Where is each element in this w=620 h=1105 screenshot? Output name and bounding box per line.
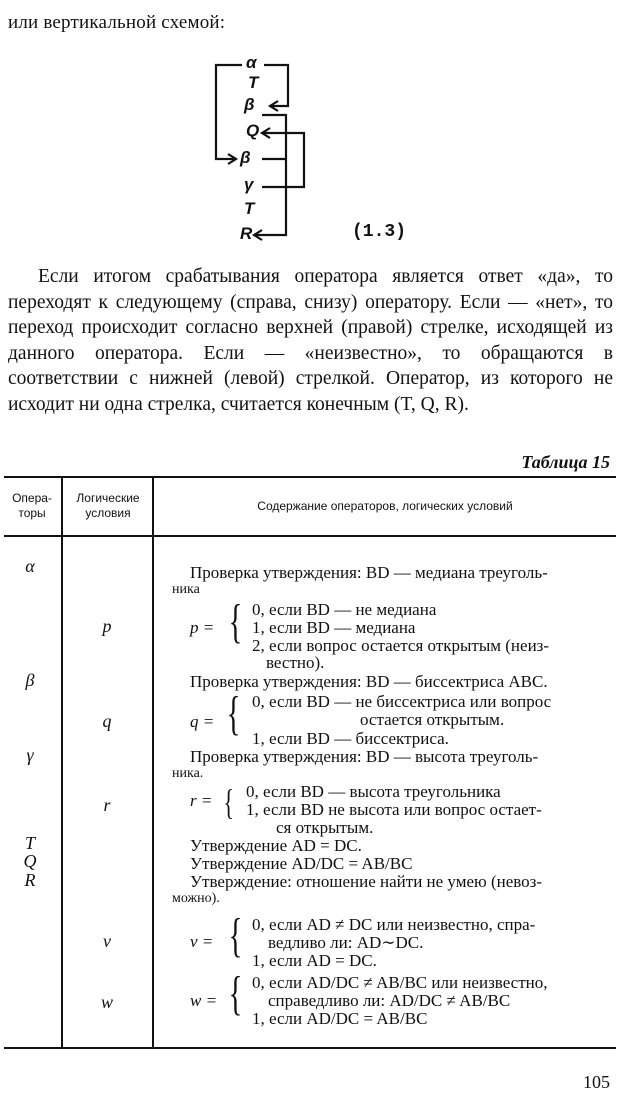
content-line: 2, если вопрос остается открытым (неиз-: [252, 636, 550, 655]
content-line: q =: [190, 712, 215, 731]
scheme-label-gamma: γ: [244, 175, 254, 194]
content-line: w =: [190, 991, 218, 1010]
content-line: Проверка утверждения: BD — медиана треуголь-: [190, 563, 548, 582]
content-line: 0, если BD — не медиана: [252, 600, 437, 619]
content-line: ведливо ли: AD∼DC.: [268, 933, 424, 952]
condition-w: w: [100, 992, 113, 1012]
scheme-label-t: T: [244, 199, 255, 218]
content-line: ся открытым.: [276, 818, 374, 837]
content-line: Утверждение AD/DC = AB/BC: [190, 854, 413, 873]
scheme-label-alpha: α: [246, 53, 257, 72]
scheme-label-beta: β: [240, 148, 251, 167]
header-operators: [4, 491, 60, 521]
condition-r: r: [103, 795, 111, 815]
brace-icon: {: [226, 687, 241, 740]
scheme-label-q: Q: [246, 121, 260, 140]
content-line: можно).: [172, 891, 220, 906]
operator-r: R: [24, 870, 36, 890]
page-number: 105: [583, 1072, 610, 1092]
header-conditions: [63, 491, 153, 521]
scheme-label-t: T: [248, 73, 259, 92]
scheme-label-beta: β: [244, 95, 255, 114]
content-line: Утверждение AD = DC.: [190, 836, 362, 855]
content-line: 1, если AD/DC = AB/BC: [252, 1009, 428, 1028]
intro-text: или вертикальной схемой:: [8, 12, 226, 33]
brace-icon: {: [223, 782, 234, 822]
content-line: 0, если AD/DC ≠ AB/BC или неизвестно,: [252, 973, 548, 992]
condition-q: q: [102, 711, 112, 731]
content-line: 1, если BD не высота или вопрос остает-: [246, 800, 542, 819]
table-top-rule: [4, 476, 616, 478]
content-line: Проверка утверждения: BD — высота треуголь-: [190, 747, 539, 766]
content-line: вестно).: [266, 653, 325, 672]
content-line: Проверка утверждения: BD — биссектриса ABC.: [190, 672, 548, 691]
operator-t: T: [24, 833, 35, 853]
content-line: p =: [190, 618, 215, 637]
content-line: 1, если BD — биссектриса.: [252, 729, 449, 748]
condition-p: p: [102, 616, 112, 636]
content-line: 0, если AD ≠ DC или неизвестно, спра-: [252, 915, 536, 934]
body-paragraph: [8, 264, 613, 417]
table-header-rule: [4, 535, 616, 537]
content-line: ника.: [172, 766, 204, 781]
operator-beta: β: [25, 670, 35, 690]
content-line: остается открытым.: [360, 710, 505, 729]
equation-number: (1.3): [352, 222, 407, 242]
column-divider: [152, 478, 154, 1047]
brace-icon: {: [228, 967, 243, 1020]
header-conditions-line1: Логические: [76, 491, 140, 505]
content-line: r =: [190, 791, 213, 810]
operator-gamma: γ: [26, 745, 34, 765]
paragraph-text: Если итогом срабатывания оператора является ответ «да», то переходят к следующему (справа, снизу) оператору. Если — «нет», то переход происходит согласно верхней (правой) стрелке, исходящей из данного оператора. Если — «неизвестно», то обращаются в соответствии с нижней (левой) стрелкой. Оператор, из которого не исходит ни одна стрелка, считается конечным (T, Q, R).: [8, 266, 613, 415]
column-divider: [61, 478, 63, 1047]
header-content: Содержание операторов, логических условий: [257, 499, 513, 513]
content-line: 1, если AD = DC.: [252, 951, 377, 970]
operator-q: Q: [23, 851, 37, 871]
condition-v: v: [103, 931, 111, 951]
content-line: ника: [172, 582, 200, 597]
operator-alpha: α: [25, 556, 35, 576]
table-bottom-rule: [4, 1047, 616, 1049]
table-caption: Таблица 15: [521, 452, 610, 472]
scheme-arrows: [200, 55, 320, 245]
content-line: v =: [190, 932, 214, 951]
flow-scheme-diagram: [200, 55, 320, 245]
content-line: 1, если BD — медиана: [252, 618, 416, 637]
header-operators-line2: торы: [18, 506, 46, 520]
content-line: справедливо ли: AD/DC ≠ AB/BC: [268, 991, 511, 1010]
brace-icon: {: [228, 909, 243, 962]
scheme-label-r: R: [240, 224, 253, 243]
header-operators-line1: Опера-: [12, 491, 52, 505]
content-line: 0, если BD — высота треугольника: [246, 782, 501, 801]
brace-icon: {: [228, 595, 243, 648]
content-line: Утверждение: отношение найти не умею (невоз-: [190, 872, 543, 891]
content-line: 0, если BD — не биссектриса или вопрос: [252, 692, 552, 711]
header-conditions-line2: условия: [85, 506, 131, 520]
